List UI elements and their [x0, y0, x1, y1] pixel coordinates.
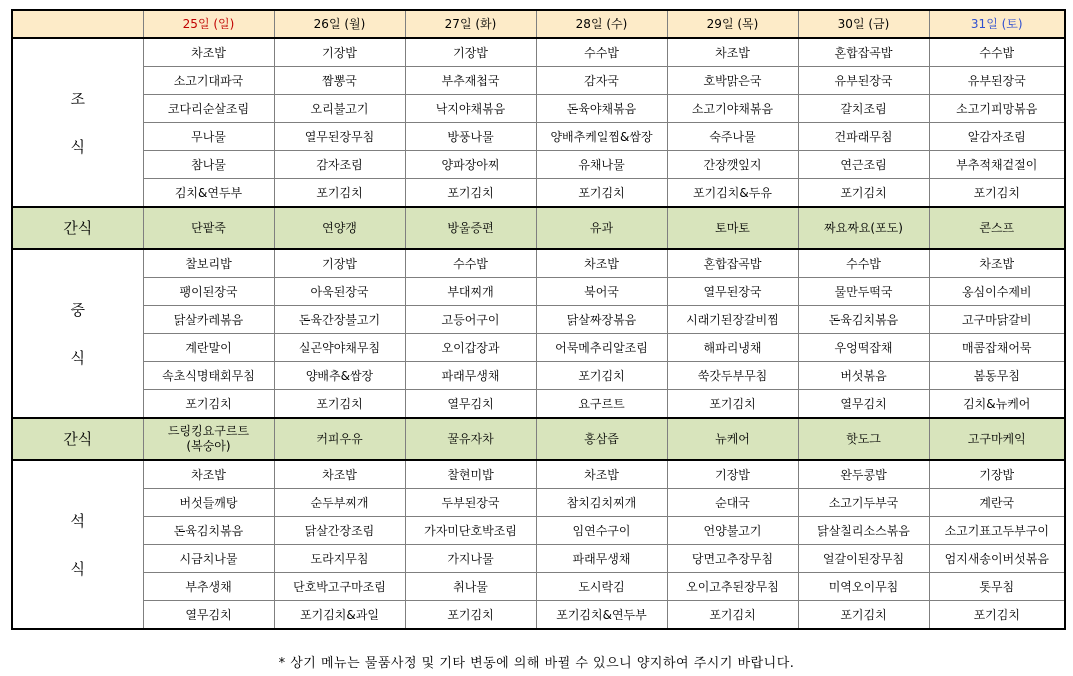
dinner-row	[12, 489, 1065, 517]
breakfast-menu-item: 코다리순살조림	[143, 95, 274, 123]
lunch-menu-item: 팽이된장국	[143, 278, 274, 306]
lunch-menu-item: 양배추&쌈장	[274, 362, 405, 390]
day-header: 25일 (일)	[143, 10, 274, 38]
breakfast-menu-item: 열무된장무침	[274, 123, 405, 151]
breakfast-menu-item: 포기김치	[929, 179, 1065, 208]
dinner-label-top: 석	[70, 511, 85, 530]
lunch-menu-item: 아욱된장국	[274, 278, 405, 306]
lunch-menu-item: 차조밥	[929, 249, 1065, 278]
lunch-menu-item: 기장밥	[274, 249, 405, 278]
lunch-row	[12, 249, 1065, 278]
breakfast-menu-item: 무나물	[143, 123, 274, 151]
breakfast-menu-item: 간장깻잎지	[667, 151, 798, 179]
breakfast-row	[12, 95, 1065, 123]
dinner-menu-item: 돈육김치볶음	[143, 517, 274, 545]
dinner-menu-item: 기장밥	[667, 460, 798, 489]
day-header: 29일 (목)	[667, 10, 798, 38]
breakfast-menu-item: 돈육야채볶음	[536, 95, 667, 123]
breakfast-label-top: 조	[70, 89, 85, 108]
lunch-menu-item: 포기김치	[667, 390, 798, 419]
lunch-menu-item: 물만두떡국	[798, 278, 929, 306]
dinner-menu-item: 찰현미밥	[405, 460, 536, 489]
lunch-menu-item: 북어국	[536, 278, 667, 306]
snack-item: 커피우유	[274, 418, 405, 460]
dinner-row	[12, 601, 1065, 630]
breakfast-menu-item: 짬뽕국	[274, 67, 405, 95]
dinner-menu-item: 부추생채	[143, 573, 274, 601]
lunch-menu-item: 혼합잡곡밥	[667, 249, 798, 278]
breakfast-menu-item: 포기김치	[405, 179, 536, 208]
dinner-menu-item: 차조밥	[143, 460, 274, 489]
dinner-menu-item: 임연수구이	[536, 517, 667, 545]
corner-cell	[12, 10, 143, 38]
dinner-menu-item: 포기김치&연두부	[536, 601, 667, 630]
lunch-row	[12, 306, 1065, 334]
breakfast-menu-item: 소고기야채볶음	[667, 95, 798, 123]
lunch-menu-item: 봄동무침	[929, 362, 1065, 390]
weekly-menu-table	[11, 9, 1066, 630]
dinner-menu-item: 닭살칠리소스볶음	[798, 517, 929, 545]
breakfast-row	[12, 151, 1065, 179]
breakfast-menu-item: 기장밥	[274, 38, 405, 67]
dinner-menu-item: 두부된장국	[405, 489, 536, 517]
breakfast-menu-item: 부추재첩국	[405, 67, 536, 95]
day-header: 27일 (화)	[405, 10, 536, 38]
breakfast-menu-item: 차조밥	[667, 38, 798, 67]
lunch-menu-item: 우엉떡잡채	[798, 334, 929, 362]
breakfast-label	[12, 38, 143, 207]
dinner-menu-item: 파래무생채	[536, 545, 667, 573]
dinner-menu-item: 계란국	[929, 489, 1065, 517]
snack-item: 토마토	[667, 207, 798, 249]
snack-row	[12, 207, 1065, 249]
dinner-menu-item: 가자미단호박조림	[405, 517, 536, 545]
day-header: 28일 (수)	[536, 10, 667, 38]
breakfast-menu-item: 호박맑은국	[667, 67, 798, 95]
lunch-menu-item: 포기김치	[274, 390, 405, 419]
breakfast-menu-item: 건파래무침	[798, 123, 929, 151]
dinner-menu-item: 엄지새송이버섯볶음	[929, 545, 1065, 573]
lunch-label	[12, 249, 143, 418]
breakfast-menu-item: 오리불고기	[274, 95, 405, 123]
dinner-row	[12, 573, 1065, 601]
breakfast-menu-item: 감자조림	[274, 151, 405, 179]
header-row	[12, 10, 1065, 38]
dinner-menu-item: 단호박고구마조림	[274, 573, 405, 601]
dinner-menu-item: 시금치나물	[143, 545, 274, 573]
breakfast-menu-item: 차조밥	[143, 38, 274, 67]
snack-item: 뉴케어	[667, 418, 798, 460]
breakfast-label-bottom: 식	[70, 137, 85, 156]
breakfast-menu-item: 김치&연두부	[143, 179, 274, 208]
snack-item: 꿀유자차	[405, 418, 536, 460]
dinner-menu-item: 버섯들깨탕	[143, 489, 274, 517]
lunch-menu-item: 열무김치	[798, 390, 929, 419]
lunch-menu-item: 돈육김치볶음	[798, 306, 929, 334]
dinner-menu-item: 당면고추장무침	[667, 545, 798, 573]
breakfast-menu-item: 연근조림	[798, 151, 929, 179]
snack-item: 유과	[536, 207, 667, 249]
breakfast-menu-item: 유부된장국	[929, 67, 1065, 95]
lunch-menu-item: 버섯볶음	[798, 362, 929, 390]
lunch-menu-item: 파래무생채	[405, 362, 536, 390]
dinner-menu-item: 취나물	[405, 573, 536, 601]
dinner-row	[12, 545, 1065, 573]
breakfast-menu-item: 포기김치	[798, 179, 929, 208]
breakfast-menu-item: 감자국	[536, 67, 667, 95]
dinner-menu-item: 차조밥	[536, 460, 667, 489]
lunch-menu-item: 오이갑장과	[405, 334, 536, 362]
snack-item: 고구마케익	[929, 418, 1065, 460]
lunch-row	[12, 278, 1065, 306]
lunch-menu-item: 닭살짜장볶음	[536, 306, 667, 334]
dinner-menu-item: 오이고추된장무침	[667, 573, 798, 601]
lunch-menu-item: 열무김치	[405, 390, 536, 419]
snack-label: 간식	[12, 418, 143, 460]
day-header: 31일 (토)	[929, 10, 1065, 38]
breakfast-menu-item: 기장밥	[405, 38, 536, 67]
lunch-menu-item: 옹심이수제비	[929, 278, 1065, 306]
snack-item: 콘스프	[929, 207, 1065, 249]
dinner-menu-item: 포기김치	[667, 601, 798, 630]
breakfast-menu-item: 유채나물	[536, 151, 667, 179]
lunch-row	[12, 390, 1065, 419]
lunch-menu-item: 시래기된장갈비찜	[667, 306, 798, 334]
day-header: 30일 (금)	[798, 10, 929, 38]
dinner-menu-item: 포기김치	[929, 601, 1065, 630]
dinner-menu-item: 도시락김	[536, 573, 667, 601]
dinner-menu-item: 미역오이무침	[798, 573, 929, 601]
dinner-menu-item: 포기김치&과일	[274, 601, 405, 630]
snack-item: 방울증편	[405, 207, 536, 249]
footnote: * 상기 메뉴는 물품사정 및 기타 변동에 의해 바뀔 수 있으니 양지하여 주시기 바랍니다.	[278, 656, 795, 671]
breakfast-row	[12, 38, 1065, 67]
breakfast-menu-item: 참나물	[143, 151, 274, 179]
lunch-menu-item: 계란말이	[143, 334, 274, 362]
lunch-menu-item: 매콤잡채어묵	[929, 334, 1065, 362]
breakfast-row	[12, 123, 1065, 151]
lunch-menu-item: 속초식명태회무침	[143, 362, 274, 390]
dinner-label-bottom: 식	[70, 559, 85, 578]
day-header: 26일 (월)	[274, 10, 405, 38]
dinner-menu-item: 가지나물	[405, 545, 536, 573]
dinner-menu-item: 순대국	[667, 489, 798, 517]
dinner-menu-item: 참치김치찌개	[536, 489, 667, 517]
lunch-menu-item: 닭살카레볶음	[143, 306, 274, 334]
dinner-menu-item: 차조밥	[274, 460, 405, 489]
snack-item: 연양갱	[274, 207, 405, 249]
breakfast-menu-item: 부추적채겉절이	[929, 151, 1065, 179]
breakfast-menu-item: 포기김치	[536, 179, 667, 208]
dinner-menu-item: 완두콩밥	[798, 460, 929, 489]
dinner-row	[12, 460, 1065, 489]
breakfast-menu-item: 방풍나물	[405, 123, 536, 151]
lunch-menu-item: 수수밥	[405, 249, 536, 278]
snack-item: 짜요짜요(포도)	[798, 207, 929, 249]
breakfast-menu-item: 수수밥	[536, 38, 667, 67]
dinner-label	[12, 460, 143, 629]
lunch-menu-item: 포기김치	[536, 362, 667, 390]
snack-item: 단팥죽	[143, 207, 274, 249]
lunch-menu-item: 김치&뉴케어	[929, 390, 1065, 419]
snack-label: 간식	[12, 207, 143, 249]
breakfast-menu-item: 갈치조림	[798, 95, 929, 123]
snack-item: 드링킹요구르트 (복숭아)	[143, 418, 274, 460]
lunch-menu-item: 수수밥	[798, 249, 929, 278]
lunch-menu-item: 쑥갓두부무침	[667, 362, 798, 390]
lunch-menu-item: 열무된장국	[667, 278, 798, 306]
breakfast-row	[12, 179, 1065, 208]
dinner-menu-item: 열무김치	[143, 601, 274, 630]
lunch-menu-item: 고구마닭갈비	[929, 306, 1065, 334]
breakfast-menu-item: 소고기피망볶음	[929, 95, 1065, 123]
lunch-label-top: 중	[70, 300, 85, 319]
dinner-menu-item: 닭살간장조림	[274, 517, 405, 545]
dinner-menu-item: 얼갈이된장무침	[798, 545, 929, 573]
dinner-menu-item: 소고기표고두부구이	[929, 517, 1065, 545]
dinner-menu-item: 포기김치	[405, 601, 536, 630]
breakfast-menu-item: 유부된장국	[798, 67, 929, 95]
dinner-menu-item: 순두부찌개	[274, 489, 405, 517]
dinner-menu-item: 언양불고기	[667, 517, 798, 545]
lunch-row	[12, 362, 1065, 390]
lunch-menu-item: 해파리냉채	[667, 334, 798, 362]
lunch-menu-item: 실곤약야채무침	[274, 334, 405, 362]
breakfast-menu-item: 소고기대파국	[143, 67, 274, 95]
dinner-menu-item: 소고기두부국	[798, 489, 929, 517]
lunch-menu-item: 고등어구이	[405, 306, 536, 334]
lunch-menu-item: 요구르트	[536, 390, 667, 419]
dinner-menu-item: 포기김치	[798, 601, 929, 630]
lunch-menu-item: 어묵메추리알조림	[536, 334, 667, 362]
breakfast-menu-item: 포기김치&두유	[667, 179, 798, 208]
dinner-menu-item: 도라지무침	[274, 545, 405, 573]
dinner-menu-item: 기장밥	[929, 460, 1065, 489]
lunch-label-bottom: 식	[70, 348, 85, 367]
breakfast-menu-item: 양파장아찌	[405, 151, 536, 179]
breakfast-menu-item: 혼합잡곡밥	[798, 38, 929, 67]
lunch-menu-item: 찰보리밥	[143, 249, 274, 278]
dinner-menu-item: 톳무침	[929, 573, 1065, 601]
snack-item: 핫도그	[798, 418, 929, 460]
lunch-menu-item: 포기김치	[143, 390, 274, 419]
lunch-menu-item: 돈육간장불고기	[274, 306, 405, 334]
breakfast-menu-item: 양배추케일찜&쌈장	[536, 123, 667, 151]
breakfast-menu-item: 낙지야채볶음	[405, 95, 536, 123]
lunch-menu-item: 부대찌개	[405, 278, 536, 306]
snack-row	[12, 418, 1065, 460]
breakfast-row	[12, 67, 1065, 95]
breakfast-menu-item: 포기김치	[274, 179, 405, 208]
breakfast-menu-item: 알감자조림	[929, 123, 1065, 151]
snack-item: 홍삼즙	[536, 418, 667, 460]
breakfast-menu-item: 숙주나물	[667, 123, 798, 151]
lunch-row	[12, 334, 1065, 362]
breakfast-menu-item: 수수밥	[929, 38, 1065, 67]
dinner-row	[12, 517, 1065, 545]
lunch-menu-item: 차조밥	[536, 249, 667, 278]
